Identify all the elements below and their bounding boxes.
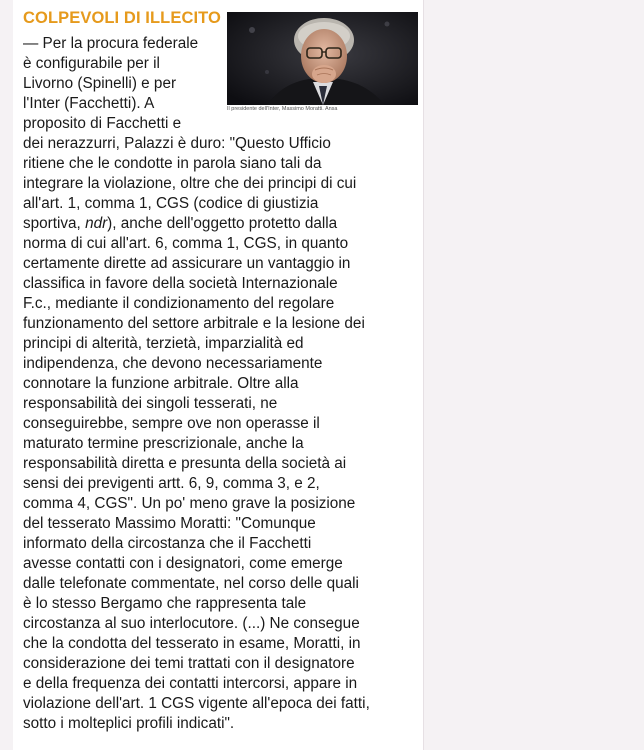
text-line: certamente dirette ad assicurare un vantaggio in (23, 255, 351, 272)
text-line: e della frequenza dei contatti intercorsi, appare in (23, 675, 358, 692)
text-line: classifica in favore della società Internazionale (23, 275, 338, 292)
text-line: comma 4, CGS". Un po' meno grave la posizione (23, 495, 356, 512)
text-line: indipendenza, che devono necessariamente (23, 355, 323, 372)
text-line: connotare la funzione arbitrale. Oltre alla (23, 375, 299, 392)
text-line: — Per la procura federale (23, 35, 199, 52)
text-line: dei nerazzurri, Palazzi è duro: "Questo Ufficio (23, 135, 331, 152)
text-line: informato della circostanza che il Facchetti (23, 535, 312, 552)
text-line: è configurabile per il (23, 55, 160, 72)
text-line: responsabilità dei singoli tesserati, ne (23, 395, 278, 412)
text-line: dalle telefonate commentate, nel corso delle quali (23, 575, 359, 592)
article-heading: COLPEVOLI DI ILLECITO (23, 9, 221, 27)
text-line: che la condotta del tesserato in esame, Moratti, in (23, 635, 361, 652)
text-line: l'Inter (Facchetti). A (23, 95, 155, 112)
text-line: del tesserato Massimo Moratti: "Comunque (23, 515, 316, 532)
text-line: conseguirebbe, sempre ove non operasse il (23, 415, 320, 432)
text-line: funzionamento del settore arbitrale e la lesione dei (23, 315, 365, 332)
text-line: proposito di Facchetti e (23, 115, 182, 132)
text-line: violazione dell'art. 1 CGS vigente all'epoca dei fatti, (23, 695, 370, 712)
text-line: circostanza al suo interlocutore. (...) Ne consegue (23, 615, 360, 632)
text-line: ritiene che le condotte in parola siano tali da (23, 155, 322, 172)
text-line: considerazione dei temi trattati con il designatore (23, 655, 355, 672)
text-line (23, 214, 337, 234)
article-column (13, 0, 424, 750)
text-segment: ), anche dell'oggetto protetto dalla (107, 215, 338, 232)
text-line: F.c., mediante il condizionamento del regolare (23, 295, 335, 312)
portrait-image (227, 12, 418, 105)
text-line: principi di alterità, terzietà, imparzialità ed (23, 335, 304, 352)
photo-caption: Il presidente dell'Inter, Massimo Moratti. Ansa (227, 106, 338, 112)
text-line: sensi dei previgenti artt. 6, 9, comma 3, e 2, (23, 475, 320, 492)
text-line: avesse contatti con i designatori, come emerge (23, 555, 343, 572)
article-photo (227, 12, 418, 105)
text-line: all'art. 1, comma 1, CGS (codice di giustizia (23, 195, 319, 212)
text-line: è lo stesso Bergamo che rappresenta tale (23, 595, 307, 612)
text-line: integrare la violazione, oltre che dei principi di cui (23, 175, 357, 192)
text-segment: sportiva, (23, 215, 86, 232)
text-line: maturato termine prescrizionale, anche la (23, 435, 304, 452)
text-line: responsabilità diretta e presunta della società ai (23, 455, 347, 472)
text-line: Livorno (Spinelli) e per (23, 75, 177, 92)
text-line: sotto i molteplici profili indicati". (23, 715, 235, 732)
italic-abbreviation: ndr (85, 215, 108, 232)
text-line: norma di cui all'art. 6, comma 1, CGS, in quanto (23, 235, 349, 252)
